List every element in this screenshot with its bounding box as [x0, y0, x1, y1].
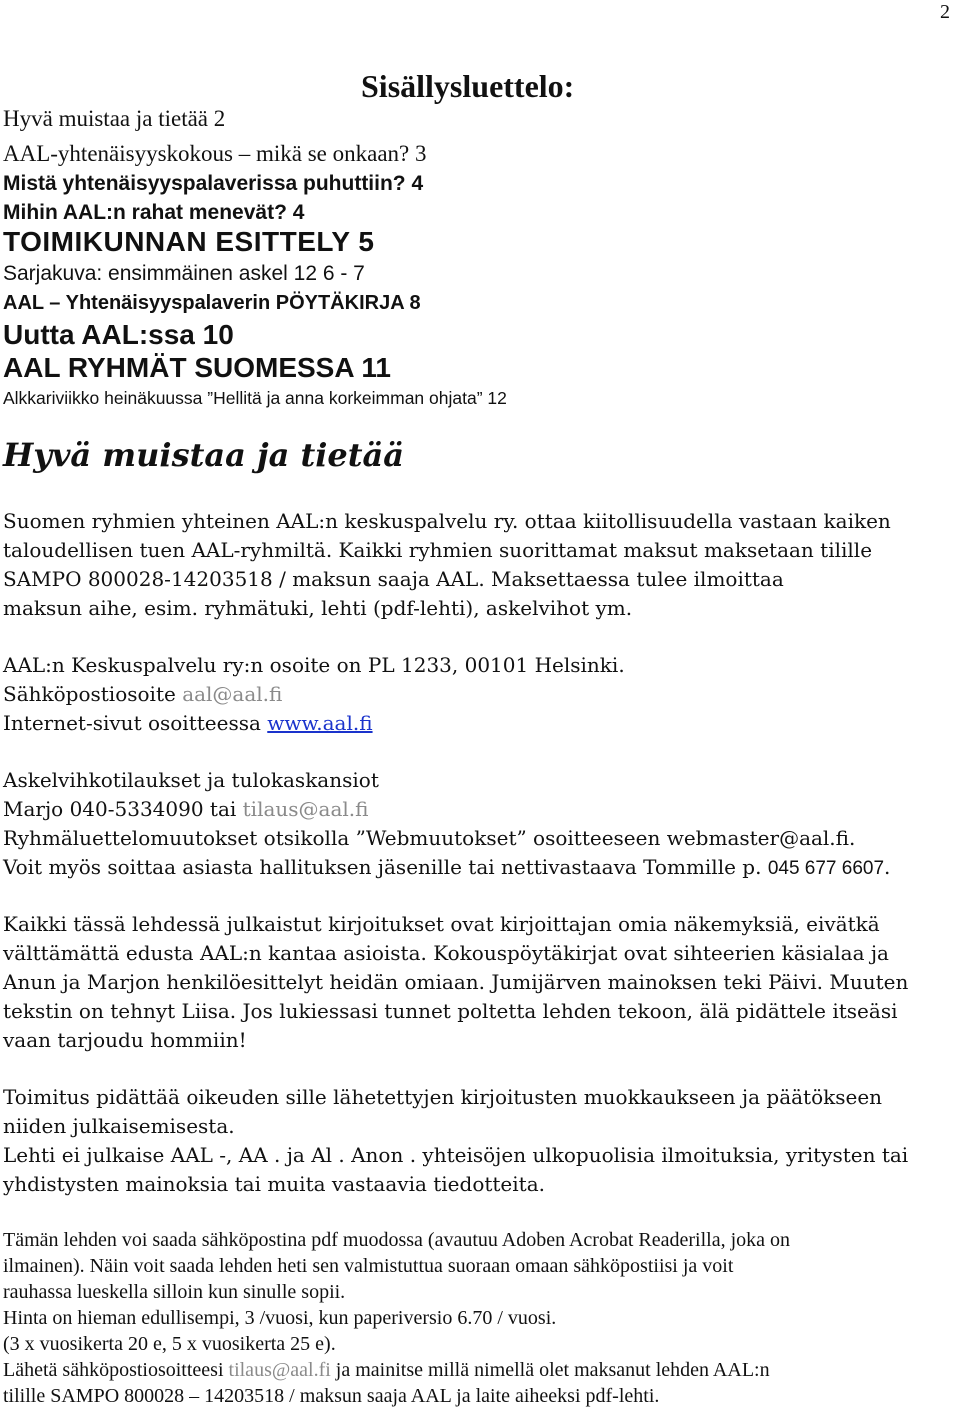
editorial-line: niiden julkaisemisesta.	[3, 1114, 235, 1138]
payment-line: Suomen ryhmien yhteinen AAL:n keskuspalvelu ry. ottaa kiitollisuudella vastaan kaiken	[3, 509, 891, 533]
address-line: AAL:n Keskuspalvelu ry:n osoite on PL 1233, 00101 Helsinki.	[3, 653, 625, 677]
pdf-line: (3 x vuosikerta 20 e, 5 x vuosikerta 25 e).	[3, 1333, 336, 1355]
toc-entry: Mihin AAL:n rahat menevät? 4	[3, 201, 305, 224]
email-line	[3, 682, 282, 706]
payment-line: SAMPO 800028-14203518 / maksun saaja AAL. Maksettaessa tulee ilmoittaa	[3, 567, 784, 591]
toc-entry: Alkkariviikko heinäkuussa ”Hellitä ja anna korkeimman ohjata” 12	[3, 388, 507, 408]
email-label: Sähköpostiosoite	[3, 682, 183, 706]
editorial-line: Toimitus pidättää oikeuden sille lähetettyjen kirjoitusten muokkaukseen ja päätökseen	[3, 1085, 883, 1109]
web-label: Internet-sivut osoitteessa	[3, 711, 268, 735]
group-list-line: Ryhmäluettelomuutokset otsikolla ”Webmuutokset” osoitteeseen webmaster@aal.fi.	[3, 826, 856, 850]
pdf-line: rauhassa lueskella silloin kun sinulle sopii.	[3, 1281, 346, 1303]
editorial-line: Lehti ei julkaise AAL -, AA . ja Al . Anon . yhteisöjen ulkopuolisia ilmoituksia, yritysten tai	[3, 1143, 909, 1167]
toc-entry: Mistä yhtenäisyyspalaverissa puhuttiin? 4	[3, 172, 424, 195]
toc-entry: AAL-yhtenäisyyskokous – mikä se onkaan? 3	[3, 141, 427, 166]
pdf-send-email[interactable]: tilaus@aal.fi	[228, 1359, 331, 1381]
disclaimer-line: vaan tarjoudu hommiin!	[3, 1028, 247, 1052]
disclaimer-line: tekstin on tehnyt Liisa. Jos lukiessasi tunnet poltetta lehden tekoon, älä pidättele itseäsi	[3, 999, 898, 1023]
phone-number: 045 677 6607	[767, 858, 885, 879]
pdf-line: Tämän lehden voi saada sähköpostina pdf muodossa (avautuu Adoben Acrobat Readerilla, joka on	[3, 1229, 791, 1251]
editorial-line: yhdistysten mainoksia tai muita vastaavia tiedotteita.	[3, 1172, 545, 1196]
toc-title: Sisällysluettelo:	[361, 68, 575, 104]
phone-label: Voit myös soittaa asiasta hallituksen jäsenille tai nettivastaava Tommille p.	[3, 855, 768, 879]
pdf-send-label: Lähetä sähköpostiosoitteesi	[3, 1359, 229, 1381]
pdf-last-line: tilille SAMPO 800028 – 14203518 / maksun saaja AAL ja laite aiheeksi pdf-lehti.	[3, 1385, 660, 1407]
toc-entry: TOIMIKUNNAN ESITTELY 5	[3, 226, 375, 257]
orders-contact-label: Marjo 040-5334090 tai	[3, 797, 243, 821]
toc-entry: AAL RYHMÄT SUOMESSA 11	[3, 352, 391, 383]
orders-contact-line	[3, 797, 368, 821]
page-number: 2	[940, 1, 950, 23]
toc-entry: Uutta AAL:ssa 10	[3, 319, 234, 350]
orders-email[interactable]: tilaus@aal.fi	[242, 797, 369, 821]
toc-entry: Sarjakuva: ensimmäinen askel 12 6 - 7	[3, 262, 365, 285]
web-line	[3, 711, 373, 735]
phone-line	[3, 855, 890, 880]
toc-entry: AAL – Yhtenäisyyspalaverin PÖYTÄKIRJA 8	[3, 292, 421, 314]
email-address[interactable]: aal@aal.fi	[182, 682, 283, 706]
pdf-send-suffix: ja mainitse millä nimellä olet maksanut lehden AAL:n	[330, 1359, 770, 1381]
disclaimer-line: Kaikki tässä lehdessä julkaistut kirjoitukset ovat kirjoittajan omia näkemyksiä, eivätkä	[3, 912, 880, 936]
pdf-line: Hinta on hieman edullisempi, 3 /vuosi, kun paperiversio 6.70 / vuosi.	[3, 1307, 557, 1329]
pdf-line: ilmainen). Näin voit saada lehden heti sen valmistuttua suoraan omaan sähköpostiisi ja voit	[3, 1255, 734, 1277]
disclaimer-line: Anun ja Marjon henkilöesittelyt heidän omiaan. Jumijärven mainoksen teki Päivi. Muuten	[3, 970, 909, 994]
payment-line: maksun aihe, esim. ryhmätuki, lehti (pdf-lehti), askelvihot ym.	[3, 596, 633, 620]
pdf-send-line	[3, 1359, 770, 1382]
disclaimer-line: välttämättä edusta AAL:n kantaa asioista. Kokouspöytäkirjat ovat sihteerien käsialaa ja	[3, 941, 889, 965]
phone-suffix: .	[884, 855, 891, 879]
payment-line: taloudellisen tuen AAL-ryhmiltä. Kaikki ryhmien suorittamat maksut maksetaan tilille	[3, 538, 873, 562]
section-heading: Hyvä muistaa ja tietää	[3, 436, 404, 474]
website-link[interactable]: www.aal.fi	[267, 711, 373, 735]
orders-line: Askelvihkotilaukset ja tulokaskansiot	[3, 768, 379, 792]
toc-entry: Hyvä muistaa ja tietää 2	[3, 106, 226, 131]
